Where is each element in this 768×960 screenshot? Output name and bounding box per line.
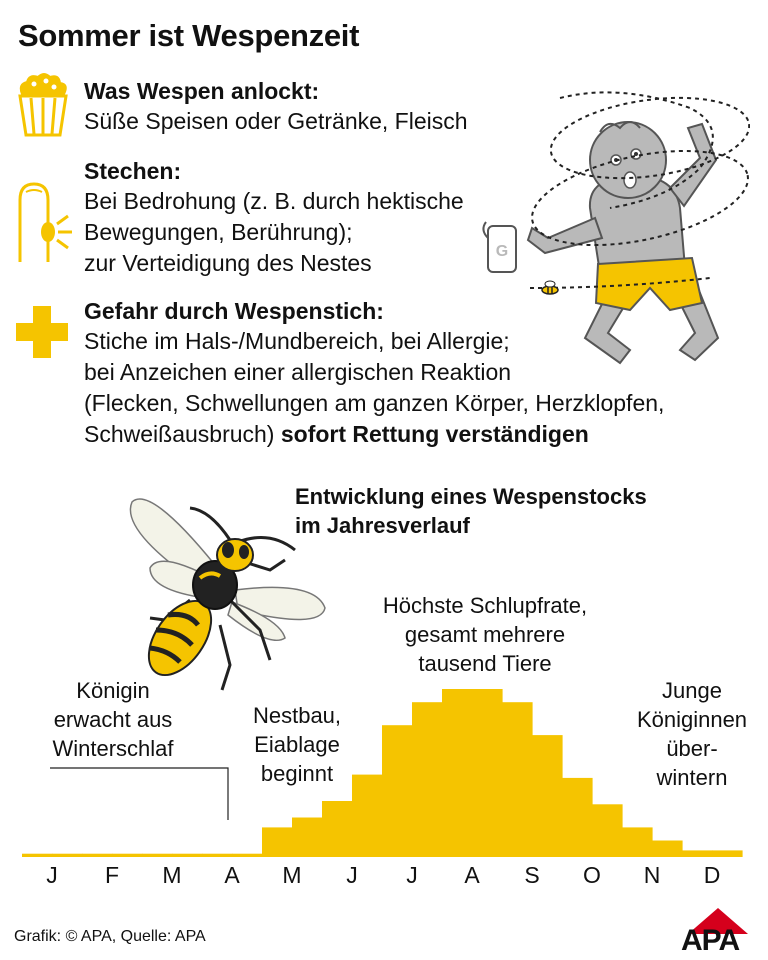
area-step — [382, 725, 413, 857]
area-step — [22, 854, 53, 857]
section-line: Stiche im Hals-/Mundbereich, bei Allergie; — [84, 328, 510, 354]
month-tick-label: J — [46, 862, 58, 888]
annotation-line: Königin — [76, 678, 150, 703]
area-step — [142, 854, 173, 857]
month-tick-label: M — [162, 862, 182, 888]
month-tick-label: A — [464, 862, 480, 888]
area-step — [652, 841, 683, 858]
annotation-young-queens — [632, 676, 752, 792]
page-title: Sommer ist Wespenzeit — [18, 18, 360, 53]
section-line: zur Verteidigung des Nestes — [84, 250, 372, 276]
month-tick-label: N — [643, 862, 661, 888]
area-step — [502, 702, 533, 857]
apa-logo-text: APA — [681, 924, 740, 957]
area-step — [202, 854, 233, 857]
area-step — [622, 827, 653, 857]
area-step — [172, 854, 203, 857]
annotation-leader-line — [50, 768, 228, 820]
annotation-peak-hatching — [365, 591, 605, 678]
annotation-line: beginnt — [260, 761, 334, 786]
annotation-nest-building — [242, 701, 352, 788]
area-step — [322, 801, 353, 857]
section-heading-attract: Was Wespen anlockt: — [84, 78, 320, 104]
area-step — [682, 850, 713, 857]
area-step — [562, 778, 593, 857]
annotation-line: über- — [666, 736, 718, 761]
area-step — [532, 735, 563, 857]
area-step — [442, 689, 473, 857]
area-step — [52, 854, 83, 857]
area-step — [82, 854, 113, 857]
annotation-line: Nestbau, — [252, 703, 342, 728]
area-step — [592, 804, 623, 857]
month-tick-label: J — [406, 862, 418, 888]
chart-title-line: Entwicklung eines Wespenstocks — [295, 484, 647, 509]
annotation-line: Junge — [662, 678, 722, 703]
section-line: Süße Speisen oder Getränke, Fleisch — [84, 108, 468, 134]
area-step — [472, 689, 503, 857]
month-tick-label: F — [104, 862, 120, 888]
area-step — [232, 854, 263, 857]
annotation-line: Königinnen — [636, 707, 748, 732]
annotation-line: gesamt mehrere — [404, 622, 566, 647]
section-line: (Flecken, Schwellungen am ganzen Körper, Herzklopfen, — [84, 390, 665, 416]
area-step — [292, 818, 323, 858]
chart-title-line: im Jahresverlauf — [295, 513, 470, 538]
annotation-line: Winterschlaf — [52, 736, 174, 761]
annotation-line: Eiablage — [254, 732, 340, 757]
annotation-line: tausend Tiere — [418, 651, 552, 676]
month-tick-label: D — [703, 862, 721, 888]
svg-text:G: G — [495, 243, 509, 260]
section-line-normal: Schweißausbruch) — [84, 421, 275, 447]
annotation-queen-wakes — [38, 676, 188, 763]
area-step — [262, 827, 293, 857]
month-tick-label: O — [583, 862, 601, 888]
month-tick-label: J — [346, 862, 358, 888]
annotation-line: Höchste Schlupfrate, — [382, 593, 588, 618]
area-step — [112, 854, 143, 857]
section-heading-danger: Gefahr durch Wespenstich: — [84, 298, 384, 324]
annotation-line: erwacht aus — [53, 707, 173, 732]
source-credit: Grafik: © APA, Quelle: APA — [14, 928, 206, 945]
area-step — [412, 702, 443, 857]
month-tick-label: S — [524, 862, 540, 888]
section-line: bei Anzeichen einer allergischen Reaktion — [84, 359, 512, 385]
month-tick-label: M — [282, 862, 302, 888]
section-line: Bei Bedrohung (z. B. durch hektische — [84, 188, 464, 214]
area-step — [712, 850, 743, 857]
annotation-line: wintern — [656, 765, 728, 790]
area-step — [352, 775, 383, 857]
emergency-call-text: sofort Rettung verständigen — [280, 421, 589, 447]
month-tick-label: A — [224, 862, 240, 888]
section-heading-sting: Stechen: — [84, 158, 182, 184]
section-line: Bewegungen, Berührung); — [84, 219, 353, 245]
